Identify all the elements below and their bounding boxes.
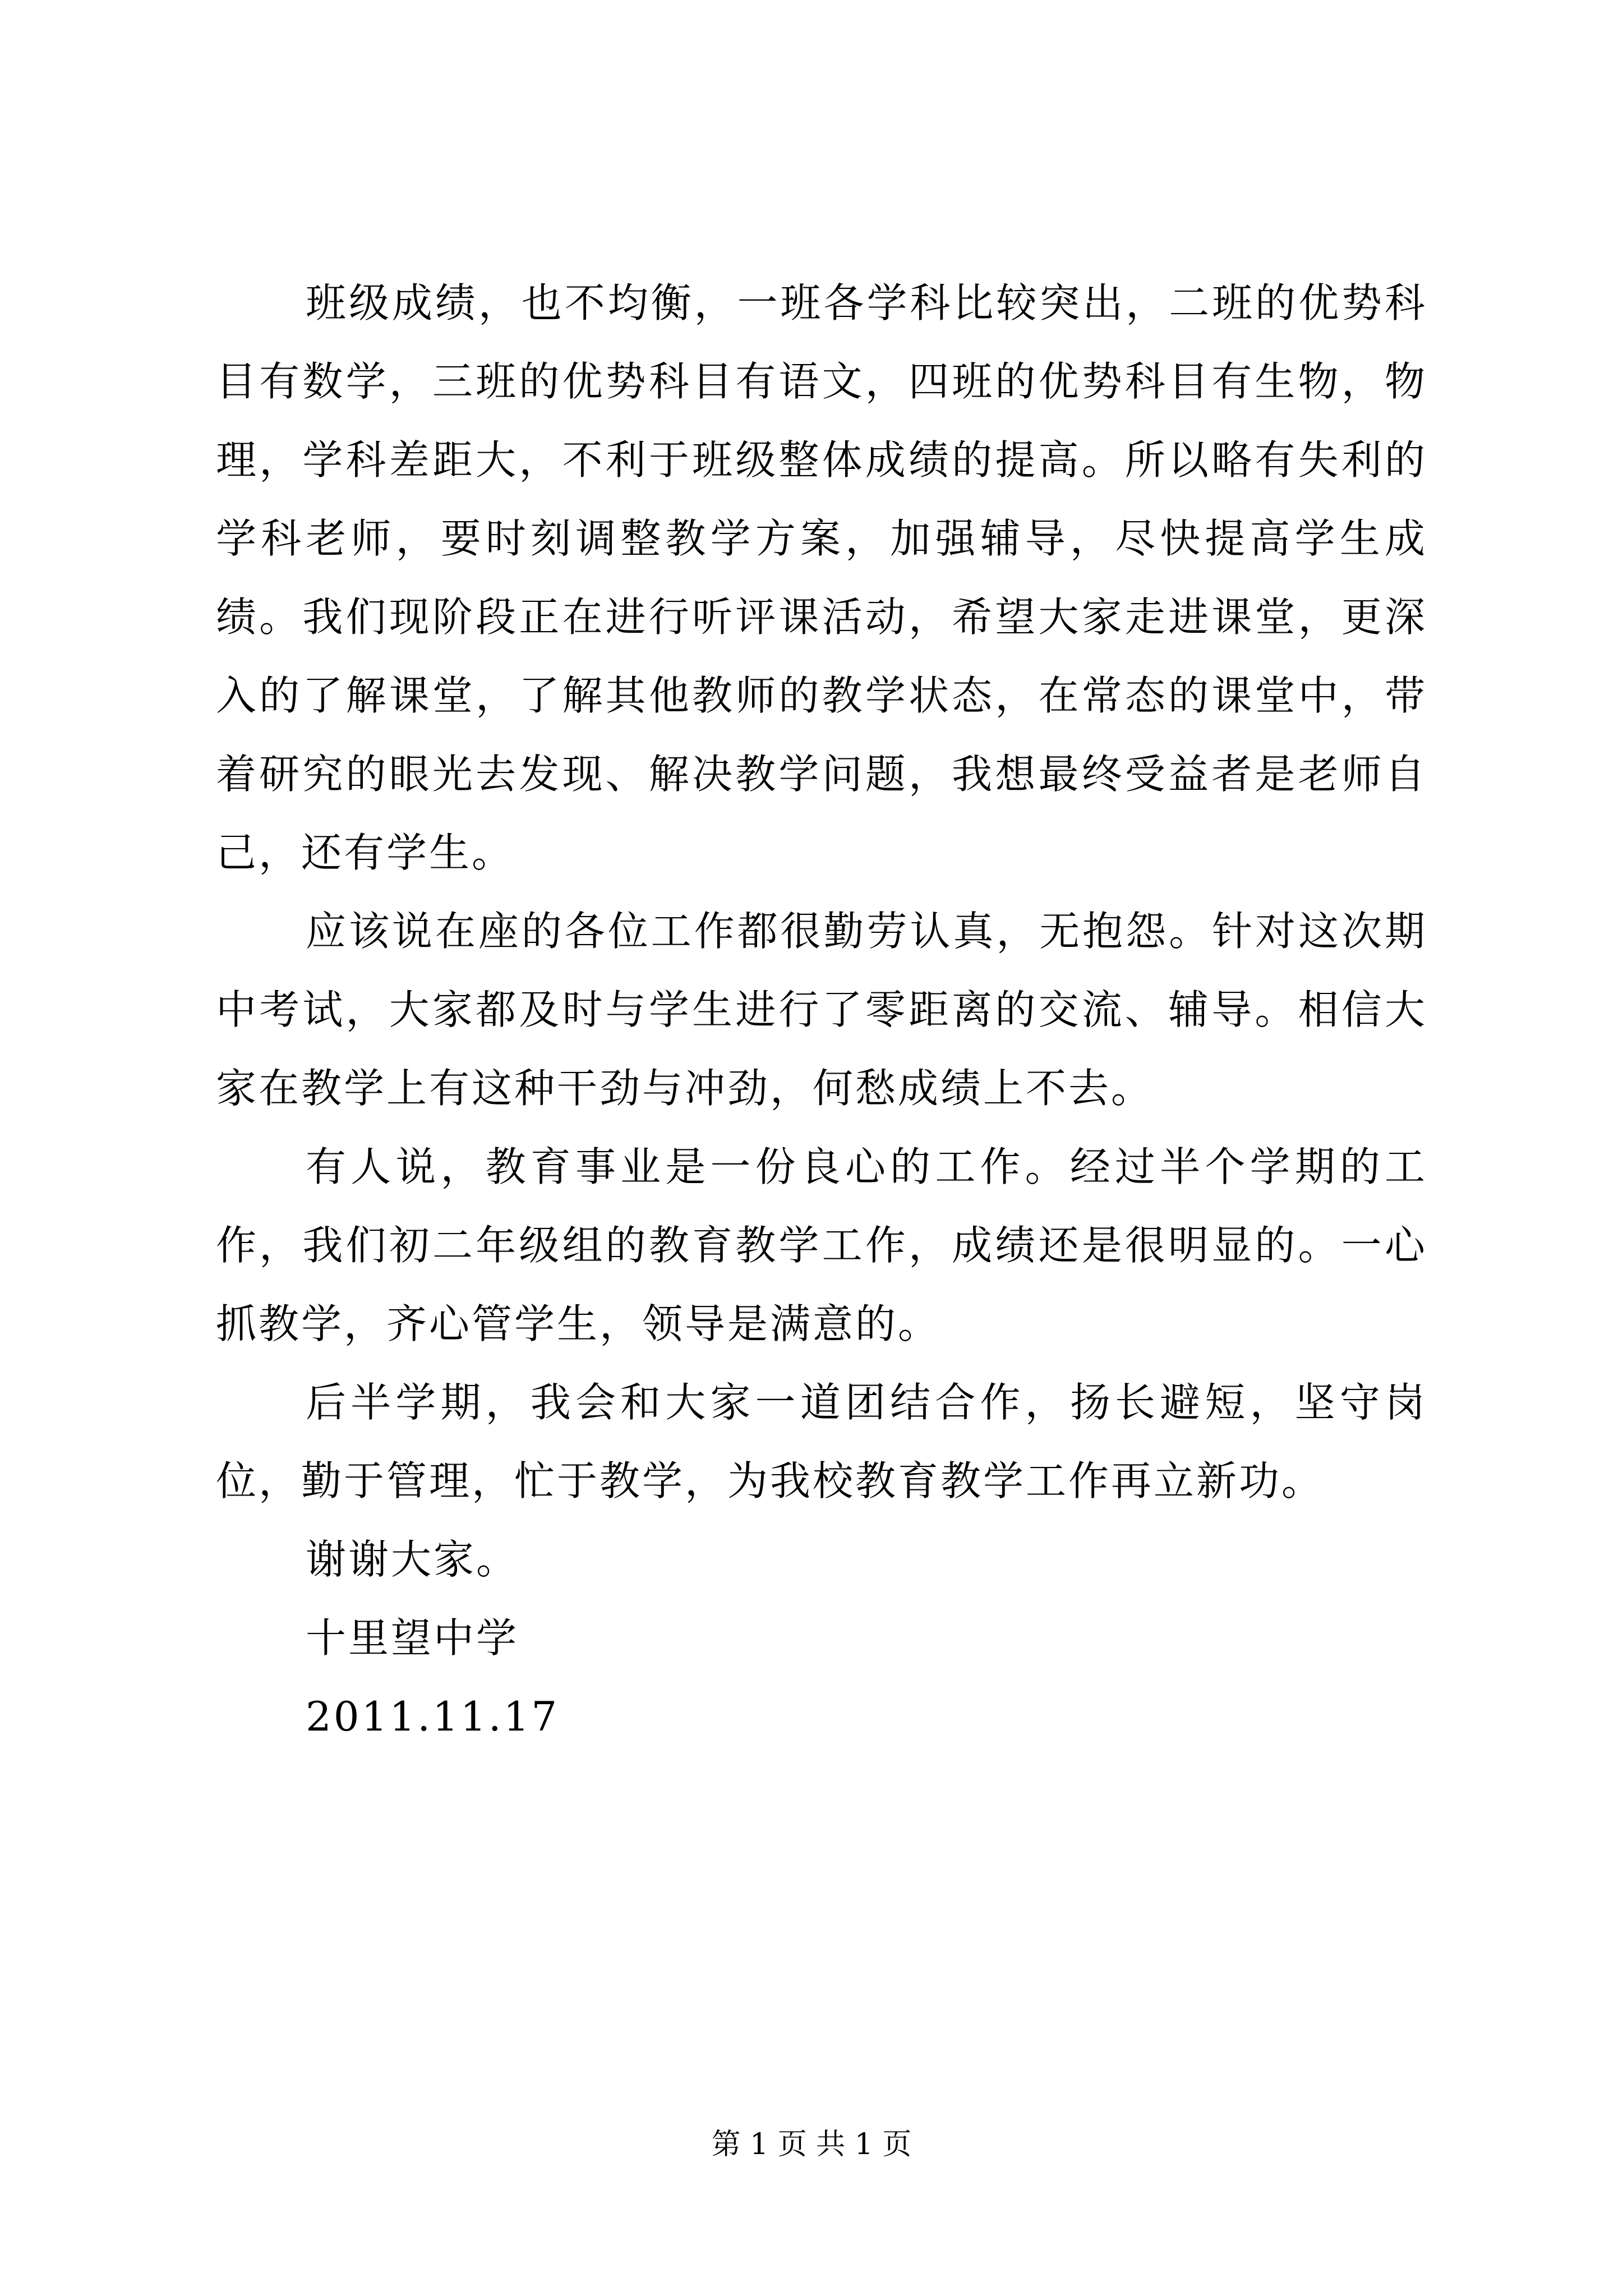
paragraph-work-attitude: 应该说在座的各位工作都很勤劳认真，无抱怨。针对这次期中考试，大家都及时与学生进行了零距离的交流、辅导。相信大家在教学上有这种干劲与冲劲，何愁成绩上不去。 bbox=[216, 908, 1427, 1112]
document-body bbox=[216, 264, 1427, 1756]
closing-thanks: 谢谢大家。 bbox=[306, 1536, 519, 1583]
signature-date: 2011.11.17 bbox=[306, 1693, 560, 1740]
paragraph-class-performance: 班级成绩，也不均衡，一班各学科比较突出，二班的优势科目有数学，三班的优势科目有语文，四班的优势科目有生物，物理，学科差距大，不利于班级整体成绩的提高。所以略有失利的学科老师，要时刻调整教学方案，加强辅导，尽快提高学生成绩。我们现阶段正在进行听评课活动，希望大家走进课堂，更深入的了解课堂，了解其他教师的教学状态，在常态的课堂中，带着研究的眼光去发现、解决教学问题，我想最终受益者是老师自己，还有学生。 bbox=[216, 279, 1427, 876]
paragraph-education-career: 有人说，教育事业是一份良心的工作。经过半个学期的工作，我们初二年级组的教育教学工作，成绩还是很明显的。一心抓教学，齐心管学生，领导是满意的。 bbox=[216, 1143, 1427, 1347]
signature-school: 十里望中学 bbox=[306, 1614, 519, 1662]
paragraph-second-half: 后半学期，我会和大家一道团结合作，扬长避短，坚守岗位，勤于管理，忙于教学，为我校教育教学工作再立新功。 bbox=[216, 1379, 1427, 1504]
page-number-footer: 第 1 页 共 1 页 bbox=[711, 2128, 912, 2161]
